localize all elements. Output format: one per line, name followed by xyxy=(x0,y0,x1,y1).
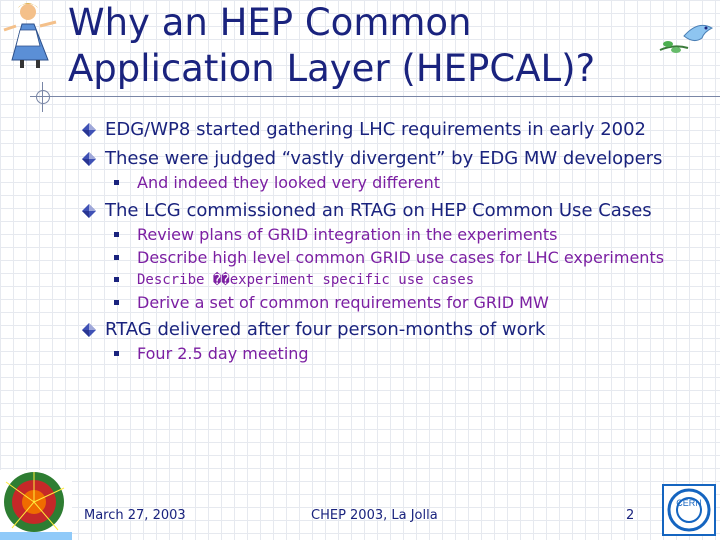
square-icon xyxy=(114,180,119,185)
collision-event-logo xyxy=(0,470,72,540)
cern-logo xyxy=(662,484,716,536)
diamond-icon xyxy=(82,123,96,137)
square-icon xyxy=(114,351,119,356)
sub-bullet-text: Describe ��experiment specific use cases xyxy=(137,272,475,288)
sub-bullet-text: Derive a set of common requirements for GRID MW xyxy=(137,293,549,312)
sub-bullet-text: Review plans of GRID integration in the experiments xyxy=(137,225,558,244)
bullet-text: EDG/WP8 started gathering LHC requirements in early 2002 xyxy=(105,119,647,140)
title-divider-circle xyxy=(36,90,50,104)
bullet-text: These were judged “vastly divergent” by EDG MW developers xyxy=(105,148,663,169)
square-icon xyxy=(114,300,119,305)
footer-page-number: 2 xyxy=(626,508,635,523)
square-icon xyxy=(114,232,119,237)
diamond-icon xyxy=(82,323,96,337)
bullet-text: RTAG delivered after four person-months of work xyxy=(105,319,546,340)
cern-logo-text: CERN xyxy=(676,498,702,508)
square-icon xyxy=(114,255,119,260)
title-divider xyxy=(30,96,720,97)
alice-illustration xyxy=(0,0,62,70)
diamond-icon xyxy=(82,204,96,218)
sub-bullet-text: And indeed they looked very different xyxy=(137,173,441,192)
slide-title xyxy=(68,0,668,92)
title-line-1: Why an HEP Common xyxy=(68,1,472,44)
sub-bullet-text: Four 2.5 day meeting xyxy=(137,344,309,363)
bullet-text: The LCG commissioned an RTAG on HEP Common Use Cases xyxy=(105,200,652,221)
footer-venue: CHEP 2003, La Jolla xyxy=(311,508,438,523)
diamond-icon xyxy=(82,152,96,166)
square-icon xyxy=(114,277,119,282)
sub-bullet-text: Describe high level common GRID use cases for LHC experiments xyxy=(137,248,665,267)
title-line-2: Application Layer (HEPCAL)? xyxy=(68,47,596,90)
footer-date: March 27, 2003 xyxy=(84,508,186,523)
